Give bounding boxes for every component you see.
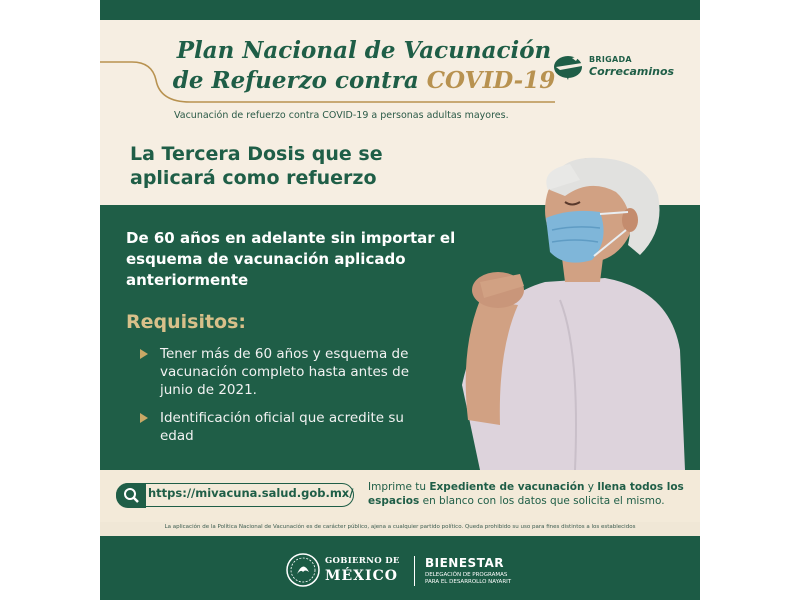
triangle-bullet-icon xyxy=(140,413,148,423)
roadrunner-logo-icon xyxy=(552,52,586,82)
mexico-seal-icon xyxy=(285,552,321,588)
print-instructions xyxy=(368,480,688,508)
section-heading: La Tercera Dosis que se aplicará como refuerzo xyxy=(130,143,383,189)
requirement-text: Tener más de 60 años y esquema de vacunación completo hasta antes de junio de 2021. xyxy=(160,346,409,398)
title-line-2: de Refuerzo contra xyxy=(172,67,427,94)
brigada-label: BRIGADA xyxy=(589,55,632,64)
url-icon-background xyxy=(116,483,146,508)
requirement-text: Identificación oficial que acredite su edad xyxy=(160,410,404,444)
vaccine-url-link[interactable]: https://mivacuna.salud.gob.mx/ xyxy=(148,486,354,500)
title-line-1: Plan Nacional de Vacunación xyxy=(176,37,552,64)
bienestar-label: BIENESTAR xyxy=(425,556,504,570)
instruction-text: y xyxy=(584,481,598,493)
requirements-title: Requisitos: xyxy=(126,311,247,333)
legal-disclaimer: La aplicación de la Política Nacional de Vacunación es de carácter público, ajena a cualquier partido político. Queda prohibido su uso para fines distintos a los establecidos xyxy=(164,524,636,530)
search-icon xyxy=(116,483,146,508)
requirement-item xyxy=(138,409,430,445)
instruction-text: Imprime tu xyxy=(368,481,430,493)
instruction-text: en blanco con los datos que solicita el mismo. xyxy=(419,495,665,507)
eligibility-text: De 60 años en adelante sin importar el esquema de vacunación aplicado anteriormente xyxy=(126,229,456,289)
requirement-item xyxy=(138,345,430,399)
top-band xyxy=(100,0,700,20)
bienestar-subtitle-2: PARA EL DESARROLLO NAYARIT xyxy=(425,579,512,585)
subtitle: Vacunación de refuerzo contra COVID-19 a personas adultas mayores. xyxy=(174,110,509,121)
correcaminos-label: Correcaminos xyxy=(589,65,675,78)
mexico-label: MÉXICO xyxy=(325,568,398,584)
title-highlight: COVID-19 xyxy=(426,67,556,94)
footer-divider xyxy=(414,556,415,586)
instruction-emphasis: llena todos los espacios xyxy=(368,481,684,507)
brigada-brand xyxy=(552,52,692,82)
bienestar-subtitle-1: DELEGACIÓN DE PROGRAMAS xyxy=(425,572,508,578)
triangle-bullet-icon xyxy=(140,349,148,359)
page-title xyxy=(164,36,564,96)
instruction-emphasis: Expediente de vacunación xyxy=(429,481,585,493)
elderly-woman-illustration xyxy=(440,150,700,470)
footer xyxy=(100,536,700,600)
poster xyxy=(100,0,700,600)
gobierno-label: GOBIERNO DE xyxy=(325,556,400,566)
